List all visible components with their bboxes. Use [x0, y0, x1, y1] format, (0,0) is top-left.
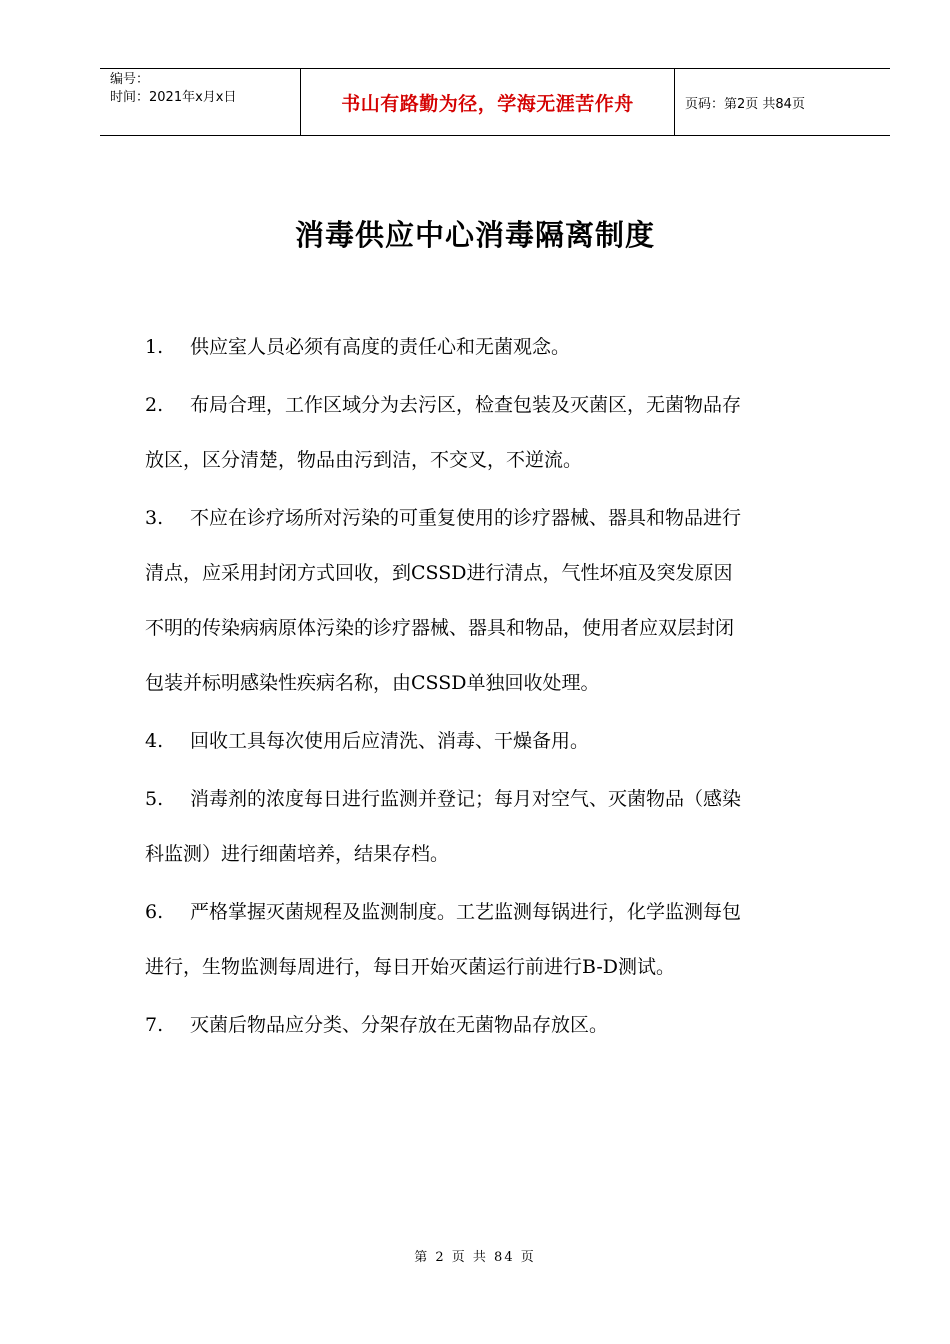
item-number: 5.	[145, 788, 164, 810]
line-text: 回收工具每次使用后应清洗、消毒、干燥备用。	[190, 730, 590, 752]
paragraph-line	[145, 445, 850, 475]
document-time-label: 时间：2021年x月x日	[110, 90, 237, 105]
item-number: 2.	[145, 394, 164, 416]
paragraph-line	[145, 897, 850, 927]
paragraph-line	[145, 503, 850, 533]
line-text: 进行，生物监测每周进行，每日开始灭菌运行前进行B-D测试。	[145, 956, 675, 978]
paragraph-line	[145, 613, 850, 643]
line-text: 供应室人员必须有高度的责任心和无菌观念。	[190, 336, 571, 358]
line-text: 清点，应采用封闭方式回收，到CSSD进行清点，气性坏疽及突发原因	[145, 562, 733, 584]
document-body	[145, 332, 850, 1068]
line-text: 放区，区分清楚，物品由污到洁，不交叉，不逆流。	[145, 449, 583, 471]
item-number: 7.	[145, 1014, 164, 1036]
paragraph-line	[145, 390, 850, 420]
header-meta	[100, 69, 301, 135]
header-page-info: 页码：第2页 共84页	[685, 96, 805, 112]
line-text: 不应在诊疗场所对污染的可重复使用的诊疗器械、器具和物品进行	[190, 507, 742, 529]
paragraph-line	[145, 784, 850, 814]
paragraph-line	[145, 839, 850, 869]
paragraph-line	[145, 1010, 850, 1040]
paragraph-line	[145, 668, 850, 698]
header-motto: 书山有路勤为径，学海无涯苦作舟	[301, 69, 675, 135]
line-text: 不明的传染病病原体污染的诊疗器械、器具和物品，使用者应双层封闭	[145, 617, 735, 639]
line-text: 消毒剂的浓度每日进行监测并登记；每月对空气、灭菌物品（感染	[190, 788, 742, 810]
line-text: 灭菌后物品应分类、分架存放在无菌物品存放区。	[190, 1014, 609, 1036]
line-text: 布局合理，工作区域分为去污区，检查包装及灭菌区，无菌物品存	[190, 394, 742, 416]
document-number-label: 编号：	[110, 72, 150, 87]
paragraph-line	[145, 332, 850, 362]
paragraph-line	[145, 558, 850, 588]
item-number: 4.	[145, 730, 164, 752]
line-text: 严格掌握灭菌规程及监测制度。工艺监测每锅进行，化学监测每包	[190, 901, 742, 923]
line-text: 包装并标明感染性疾病名称，由CSSD单独回收处理。	[145, 672, 600, 694]
page-header	[100, 68, 890, 136]
item-number: 6.	[145, 901, 164, 923]
paragraph-line	[145, 726, 850, 756]
item-number: 3.	[145, 507, 164, 529]
document-title: 消毒供应中心消毒隔离制度	[294, 218, 655, 252]
page-footer: 第 2 页 共 84 页	[414, 1250, 536, 1265]
paragraph-line	[145, 952, 850, 982]
item-number: 1.	[145, 336, 164, 358]
line-text: 科监测）进行细菌培养，结果存档。	[145, 843, 450, 865]
